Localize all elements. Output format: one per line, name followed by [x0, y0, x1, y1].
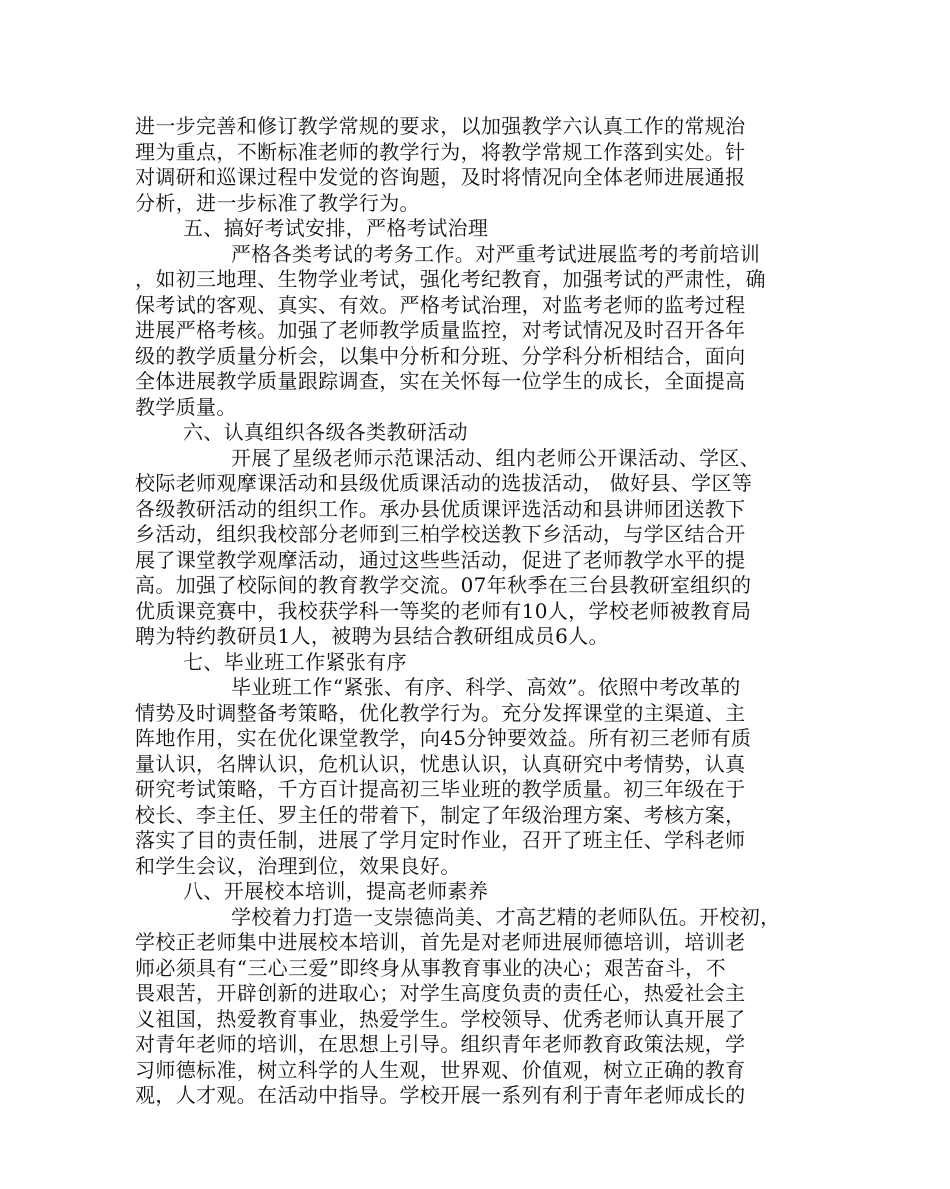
paragraph-line: 乡活动，组织我校部分老师到三柏学校送教下乡活动，与学区结合开 — [135, 522, 746, 546]
paragraph-line: 保考试的客观、真实、有效。严格考试治理，对监考老师的监考过程 — [135, 292, 746, 317]
paragraph-line: 对青年老师的培训，在思想上引导。组织青年老师教育政策法规，学 — [135, 1032, 746, 1056]
paragraph-line: 严格各类考试的考务工作。对严重考试进展监考的考前培训 — [231, 241, 761, 266]
paragraph-line: 校长、李主任、罗主任的带着下，制定了年级治理方案、考核方案， — [135, 802, 746, 827]
paragraph-line: 落实了目的责任制，进展了学月定时作业，召开了班主任、学科老师 — [135, 828, 746, 852]
paragraph-line: 观，人才观。在活动中指导。学校开展一系列有利于青年老师成长的 — [135, 1083, 746, 1107]
paragraph-line: 级的教学质量分析会，以集中分析和分班、分学科分析相结合，面向 — [135, 343, 746, 368]
paragraph-line: 聘为特约教研员1人，被聘为县结合教研组成员6人。 — [135, 624, 609, 648]
paragraph-line: 毕业班工作“紧张、有序、科学、高效”。依照中考改革的 — [231, 675, 741, 699]
paragraph-line: 优质课竞赛中，我校获学科一等奖的老师有10人，学校老师被教育局 — [135, 598, 752, 623]
paragraph-line: 量认识，名牌认识，危机认识，忧患认识，认真研究中考情势，认真 — [135, 751, 746, 776]
paragraph-line: 研究考试策略，千方百计提高初三毕业班的教学质量。初三年级在于 — [135, 777, 746, 801]
document-body — [135, 114, 825, 1109]
paragraph-line: 学校正老师集中进展校本培训，首先是对老师进展师德培训，培训老 — [135, 930, 746, 954]
paragraph-line: 义祖国，热爱教育事业，热爱学生。学校领导、优秀老师认真开展了 — [135, 1006, 746, 1031]
section-heading: 七、毕业班工作紧张有序 — [183, 649, 407, 674]
section-heading: 八、开展校本培训，提高老师素养 — [183, 879, 489, 903]
paragraph-line: 分析，进一步标准了教学行为。 — [135, 190, 420, 215]
paragraph-line: 习师德标准，树立科学的人生观，世界观、价值观，树立正确的教育 — [135, 1057, 746, 1082]
paragraph-line: 学校着力打造一支崇德尚美、才高艺精的老师队伍。开校初， — [231, 904, 781, 929]
paragraph-line: 进一步完善和修订教学常规的要求，以加强教学六认真工作的常规治 — [135, 114, 746, 138]
paragraph-line: 阵地作用，实在优化课堂教学，向45分钟要效益。所有初三老师有质 — [135, 726, 752, 750]
paragraph-line: 理为重点，不断标准老师的教学行为，将教学常规工作落到实处。针 — [135, 139, 746, 164]
paragraph-line: 和学生会议，治理到位，效果良好。 — [135, 853, 461, 878]
paragraph-line: 全体进展教学质量跟踪调查，实在关怀每一位学生的成长，全面提高 — [135, 369, 746, 393]
paragraph-line: 情势及时调整备考策略，优化教学行为。充分发挥课堂的主渠道、主 — [135, 700, 746, 725]
paragraph-line: 进展严格考核。加强了老师教学质量监控，对考试情况及时召开各年 — [135, 318, 746, 342]
paragraph-line: 高。加强了校际间的教育教学交流。07年秋季在三台县教研室组织的 — [135, 573, 752, 597]
section-heading: 五、搞好考试安排，严格考试治理 — [183, 216, 489, 240]
paragraph-line: 畏艰苦，开辟创新的进取心；对学生高度负责的责任心，热爱社会主 — [135, 981, 746, 1005]
paragraph-line: 师必须具有“三心三爱”即终身从事教育事业的决心；艰苦奋斗，不 — [135, 955, 726, 980]
paragraph-line: 校际老师观摩课活动和县级优质课活动的选拔活动， 做好县、学区等 — [135, 471, 753, 495]
section-heading: 六、认真组织各级各类教研活动 — [183, 420, 468, 444]
paragraph-line: 开展了星级老师示范课活动、组内老师公开课活动、学区、 — [231, 445, 761, 470]
paragraph-line: 对调研和巡课过程中发觉的咨询题，及时将情况向全体老师进展通报 — [135, 165, 746, 189]
paragraph-line: ，如初三地理、生物学业考试，强化考纪教育，加强考试的严肃性，确 — [135, 267, 766, 291]
paragraph-line: 教学质量。 — [135, 394, 237, 419]
paragraph-line: 展了课堂教学观摩活动，通过这些些活动，促进了老师教学水平的提 — [135, 547, 746, 572]
paragraph-line: 各级教研活动的组织工作。承办县优质课评选活动和县讲师团送教下 — [135, 496, 746, 521]
